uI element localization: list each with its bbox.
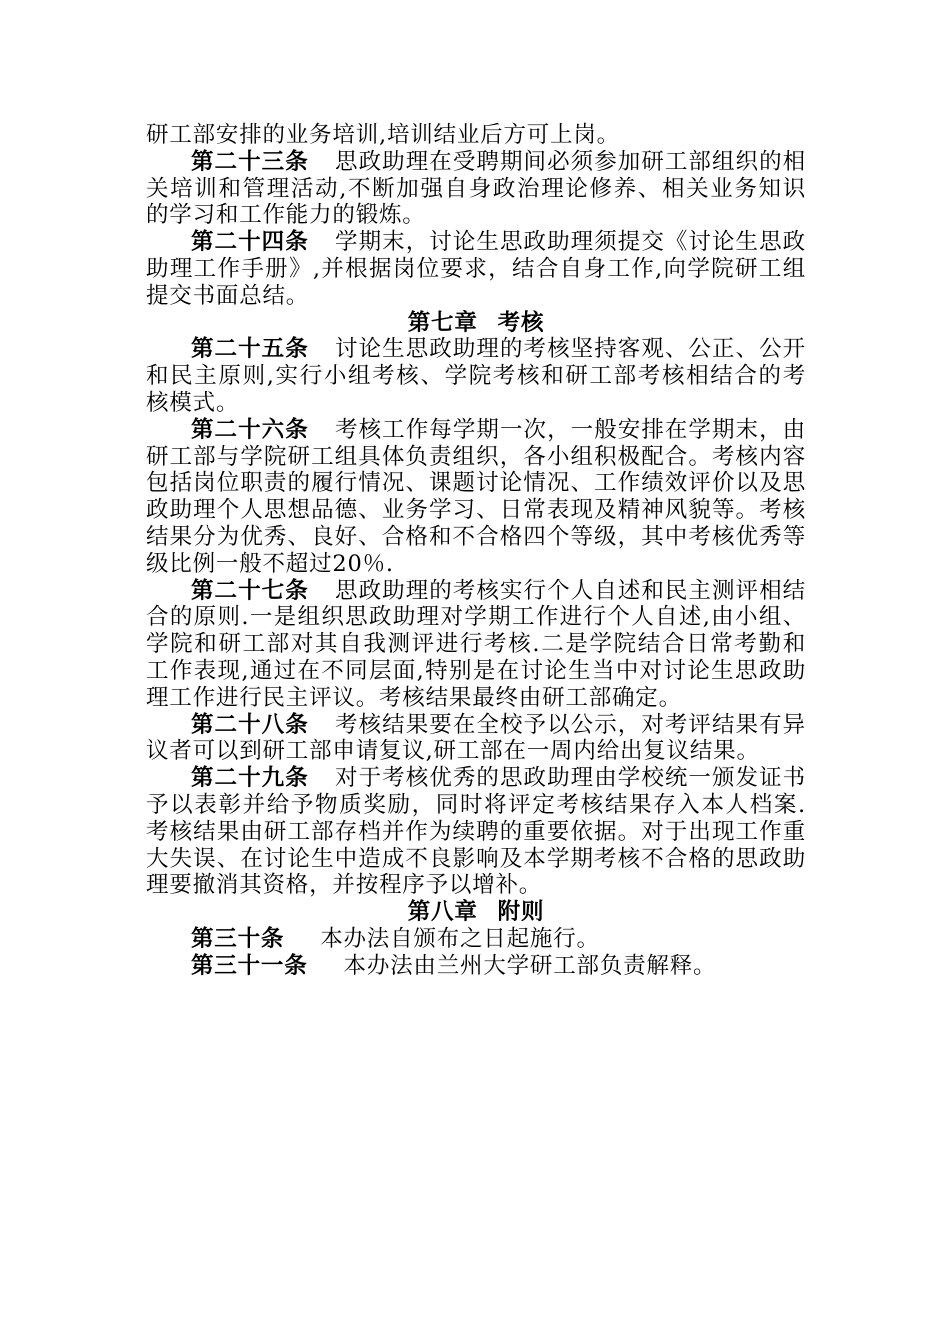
- article-text: 本办法自颁布之日起施行。: [320, 925, 600, 952]
- article-23: [146, 149, 806, 229]
- chapter-number: 第七章: [407, 309, 478, 336]
- article-29: [146, 765, 806, 899]
- article-number: 第二十三条: [191, 148, 309, 175]
- article-text: 讨论生思政助理的考核坚持客观、公正、公开和民主原则,实行小组考核、学院考核和研工部考核相结合的考核模式。: [146, 336, 806, 416]
- chapter-title: 附则: [497, 899, 545, 926]
- article-text: 考核结果要在全校予以公示，对考评结果有异议者可以到研工部申请复议,研工部在一周内给出复议结果。: [146, 711, 806, 765]
- article-number: 第二十七条: [191, 577, 309, 604]
- article-text: 学期末，讨论生思政助理须提交《讨论生思政助理工作手册》,并根据岗位要求，结合自身工作,向学院研工组提交书面总结。: [146, 229, 806, 309]
- article-text: 思政助理在受聘期间必须参加研工部组织的相关培训和管理活动,不断加强自身政治理论修养、相关业务知识的学习和工作能力的锻炼。: [146, 148, 806, 229]
- article-25: [146, 336, 806, 416]
- continuation-paragraph: [146, 122, 806, 149]
- article-number: 第三十条: [191, 925, 285, 952]
- article-27: [146, 578, 806, 712]
- article-number: 第二十六条: [191, 416, 309, 443]
- chapter-7-heading: [146, 310, 806, 337]
- chapter-number: 第八章: [407, 899, 478, 926]
- article-text: 对于考核优秀的思政助理由学校统一颁发证书予以表彰并给予物质奖励，同时将评定考核结果存入本人档案.考核结果由研工部存档并作为续聘的重要依据。对于出现工作重大失误、在讨论生中造成不良影响及本学期考核不合格的思政助理要撤消其资格，并按程序予以增补。: [146, 765, 806, 899]
- document-body: [146, 122, 806, 980]
- article-31: [146, 953, 806, 980]
- article-text: 考核工作每学期一次，一般安排在学期末，由研工部与学院研工组具体负责组织，各小组积极配合。考核内容包括岗位职责的履行情况、课题讨论情况、工作绩效评价以及思政助理个人思想品德、业务学习、日常表现及精神风貌等。考核结果分为优秀、良好、合格和不合格四个等级，其中考核优秀等级比例一般不超过20％.: [146, 416, 806, 577]
- article-number: 第二十八条: [191, 711, 309, 738]
- paragraph-text: 研工部安排的业务培训,培训结业后方可上岗。: [146, 122, 620, 148]
- article-number: 第二十五条: [191, 336, 309, 363]
- article-text: 本办法由兰州大学研工部负责解释。: [343, 952, 717, 979]
- chapter-8-heading: [146, 899, 806, 926]
- article-28: [146, 712, 806, 766]
- article-26: [146, 417, 806, 578]
- article-text: 思政助理的考核实行个人自述和民主测评相结合的原则.一是组织思政助理对学期工作进行个人自述,由小组、学院和研工部对其自我测评进行考核.二是学院结合日常考勤和工作表现,通过在不同层面,特别是在讨论生当中对讨论生思政助理工作进行民主评议。考核结果最终由研工部确定。: [146, 577, 806, 711]
- article-number: 第二十九条: [191, 765, 309, 792]
- article-24: [146, 229, 806, 309]
- chapter-title: 考核: [497, 309, 545, 336]
- article-number: 第二十四条: [191, 229, 309, 256]
- article-number: 第三十一条: [191, 952, 308, 979]
- article-30: [146, 926, 806, 953]
